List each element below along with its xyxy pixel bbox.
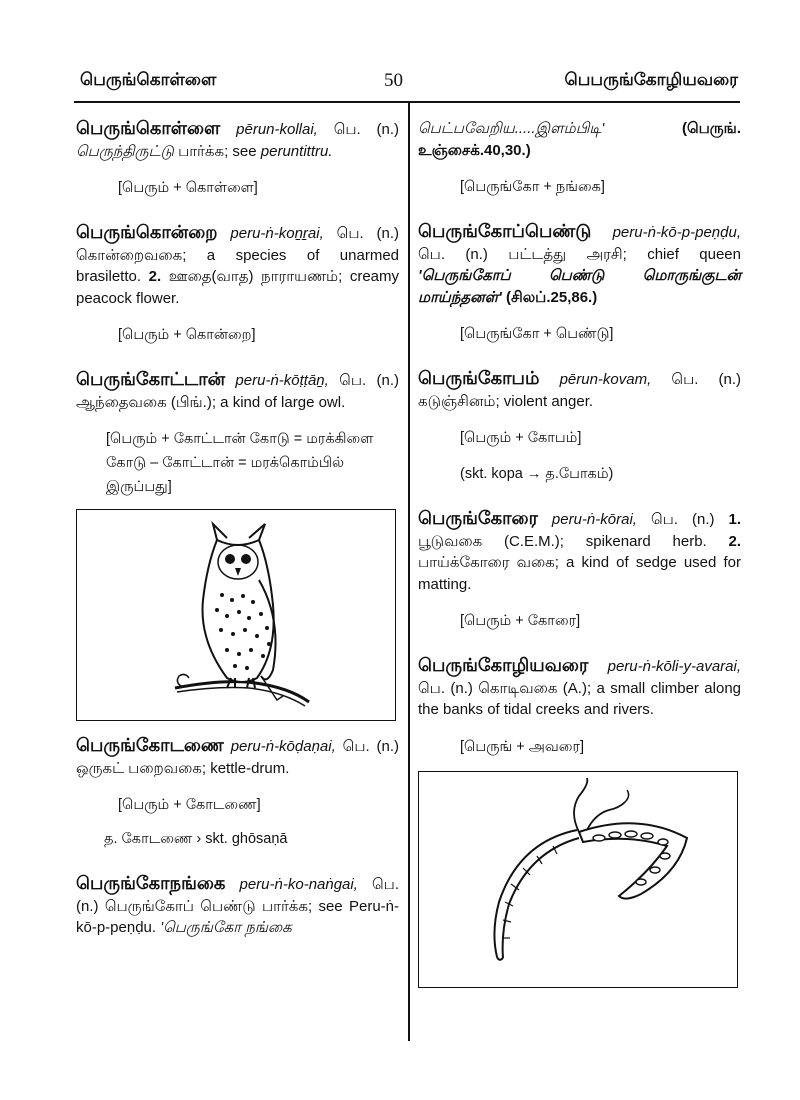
sense-number: 2. xyxy=(728,532,741,550)
transliteration: pērun-kovam, xyxy=(559,371,652,388)
running-head-right: பெபருங்கோழியவரை xyxy=(564,70,738,89)
etymology: [பெருங்கோ + பெண்டு] xyxy=(460,326,614,342)
headword: பெருங்கோபம் xyxy=(418,368,540,388)
headword: பெருங்கோடணை xyxy=(76,735,224,755)
etymology: [பெரும் + கோடணை] xyxy=(118,797,261,813)
bean-pod-illustration xyxy=(418,771,738,988)
quotation: 'பெருங்கோ நங்கை xyxy=(160,919,292,936)
definition: கொடிவகை (A.); a small climber along the banks of tidal creeks and rivers. xyxy=(418,679,741,718)
etymology: [பெருங் + அவரை] xyxy=(460,738,585,755)
entry-perunkodanai xyxy=(76,735,399,851)
citation: (பெருங். உஞ்சைக்.40,30.) xyxy=(418,120,741,159)
definition: பெருங்கோப் பெண்டு பார்க்க; see Peru-ṅ-kō-p-peṇḍu. xyxy=(76,897,400,936)
etymology: [பெரும் + கோரை] xyxy=(460,613,581,629)
grammar-label: பெ. (n.) xyxy=(342,738,400,755)
definition: பட்டத்து அரசி; chief queen xyxy=(508,245,741,263)
entry-perunkopam xyxy=(418,368,741,486)
transliteration: pērun-kollai, xyxy=(236,121,318,138)
transliteration: peru-ṅ-kōli-y-avarai, xyxy=(607,658,741,675)
headword: பெருங்கோழியவரை xyxy=(418,655,589,675)
definition-tamil: பெருந்திருட்டு xyxy=(76,142,174,160)
grammar-label: பெ. (n.) xyxy=(76,876,399,915)
definition: கடுஞ்சினம்; violent anger. xyxy=(418,392,594,410)
transliteration: peru-ṅ-koṉṟai, xyxy=(230,225,324,242)
grammar-label: பெ. (n.) xyxy=(671,371,742,388)
headword: பெருங்கொன்றை xyxy=(76,222,218,242)
definition: ஊதை(வாத) நாராயணம்; creamy peacock flower. xyxy=(76,268,400,307)
definition: பாய்க்கோரை வகை; a kind of sedge used for matting. xyxy=(418,554,741,593)
transliteration: peru-ṅ-kōrai, xyxy=(551,511,637,528)
etymology-note: (skt. kopa → த.போகம்) xyxy=(460,466,614,482)
entry-perunkonangai xyxy=(76,873,399,939)
etymology-note: த. கோடணை › skt. ghōsaṇā xyxy=(104,831,288,847)
transliteration: peru-ṅ-ko-naṅgai, xyxy=(239,876,358,893)
see-reference: peruntittru. xyxy=(260,142,333,160)
grammar-label: பெ. (n.) xyxy=(333,121,400,138)
running-head-left: பெருங்கொள்ளை xyxy=(80,70,217,89)
etymology: [பெருங்கோ + நங்கை] xyxy=(460,179,605,195)
headword: பெருங்கொள்ளை xyxy=(76,118,221,138)
definition: ஆந்தைவகை (பிங்.); a kind of large owl. xyxy=(76,393,346,411)
header-rule xyxy=(74,101,740,103)
headword: பெருங்கோட்டான் xyxy=(76,369,226,389)
entry-perunkollai xyxy=(76,118,399,200)
grammar-label: பெ. (n.) xyxy=(339,372,400,389)
right-column xyxy=(418,118,741,988)
sense-number: 2. xyxy=(148,268,162,285)
entry-continued xyxy=(418,118,741,199)
etymology: [பெரும் + கொன்றை] xyxy=(118,327,256,343)
grammar-label: பெ. (n.) xyxy=(418,679,473,697)
entry-perunkottan xyxy=(76,369,399,499)
quotation-continued: பெட்பவேறிய.....இளம்பிடி' xyxy=(418,120,605,137)
left-column xyxy=(76,118,399,961)
headword: பெருங்கோப்பெண்டு xyxy=(418,221,592,241)
transliteration: peru-ṅ-kō-p-peṇḍu, xyxy=(612,224,741,241)
grammar-label: பெ. (n.) xyxy=(650,511,715,528)
owl-drawing xyxy=(77,510,393,718)
entry-perunkorai xyxy=(418,508,741,633)
entry-perunkoppendu xyxy=(418,221,741,346)
see-prefix: பார்க்க; see xyxy=(178,142,257,160)
owl-illustration xyxy=(76,509,396,721)
headword: பெருங்கோநங்கை xyxy=(76,873,226,893)
headword: பெருங்கோரை xyxy=(418,508,538,528)
definition: கொன்றைவகை; a species of unarmed brasiletto. xyxy=(76,246,399,285)
column-divider xyxy=(408,101,410,1041)
page-number: 50 xyxy=(384,70,403,91)
transliteration: peru-ṅ-kōṭṭāṉ, xyxy=(235,372,329,389)
entry-perunkonrai xyxy=(76,222,399,347)
definition: ஒருகட் பறைவகை; kettle-drum. xyxy=(76,759,290,777)
sense-number: 1. xyxy=(728,511,742,528)
entry-perunkoliyavarai xyxy=(418,655,741,759)
etymology: [பெரும் + கொள்ளை] xyxy=(118,180,258,196)
quotation: 'பெருங்கோப் பெண்டு மொருங்குடன் மாய்ந்தனள்' xyxy=(418,267,741,306)
definition: பூடுவகை (C.E.M.); spikenard herb. xyxy=(418,532,707,550)
transliteration: peru-ṅ-kōḍaṇai, xyxy=(230,738,336,755)
grammar-label: பெ. (n.) xyxy=(336,225,399,242)
etymology: [பெரும் + கோபம்] xyxy=(460,430,582,446)
etymology: [பெரும் + கோட்டான் கோடு = மரக்கிளை கோடு – கோட்டான் = மரக்கொம்பில் இருப்பது] xyxy=(106,431,374,495)
bean-pod-drawing xyxy=(419,772,735,985)
citation: (சிலப்.25,86.) xyxy=(505,288,598,306)
grammar-label: பெ. (n.) xyxy=(418,245,488,263)
